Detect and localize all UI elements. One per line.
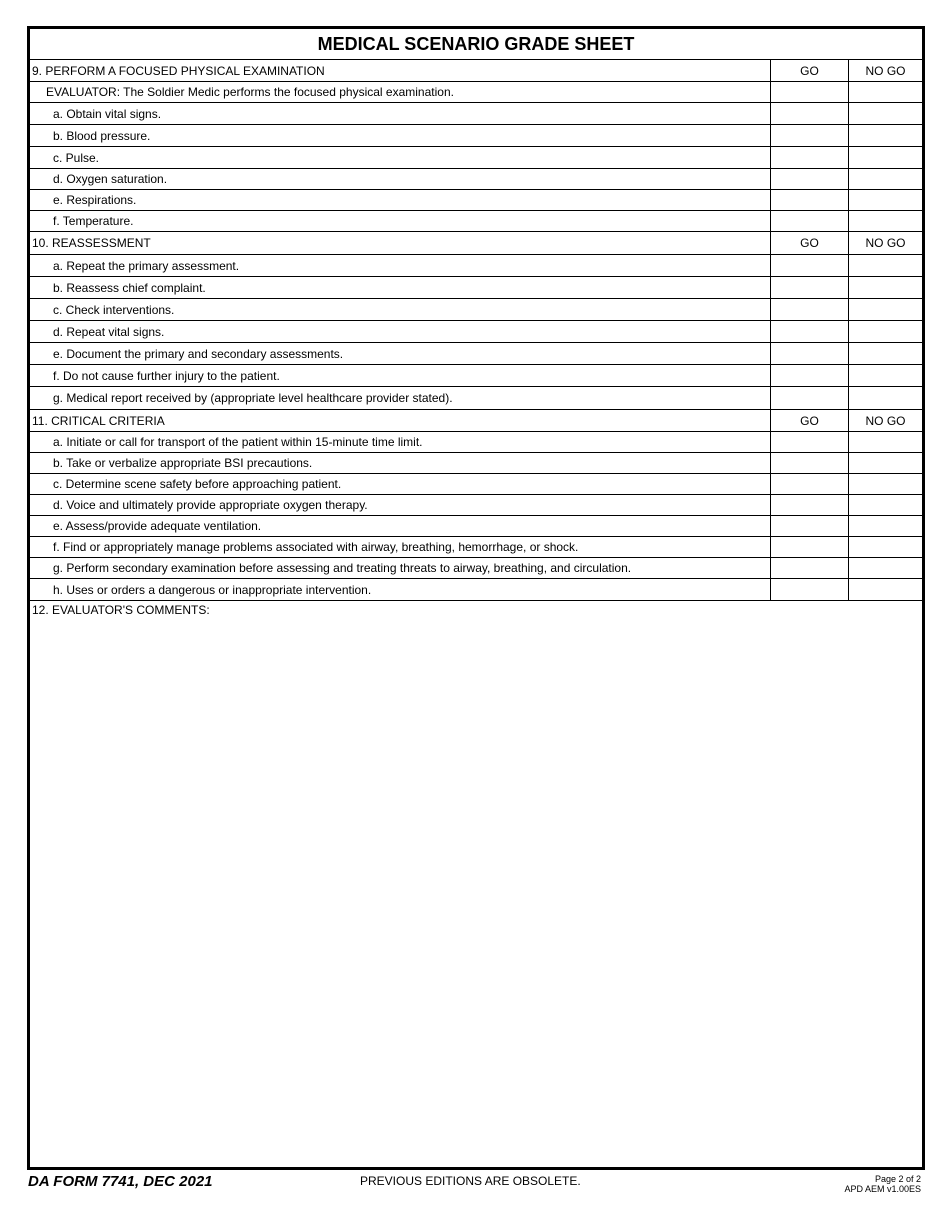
table-row	[30, 432, 922, 453]
nogo-header: NO GO	[848, 410, 922, 431]
go-cell[interactable]	[770, 190, 848, 210]
form-id: DA FORM 7741, DEC 2021	[28, 1173, 213, 1190]
go-cell[interactable]	[770, 432, 848, 452]
go-cell[interactable]	[770, 343, 848, 364]
go-cell[interactable]	[770, 474, 848, 494]
item-label: f. Find or appropriately manage problems associated with airway, breathing, hemorrhage, or shock.	[53, 540, 579, 554]
nogo-cell[interactable]	[848, 125, 922, 146]
item-label: e. Assess/provide adequate ventilation.	[53, 519, 262, 533]
item-label: a. Repeat the primary assessment.	[53, 258, 240, 273]
go-header: GO	[770, 232, 848, 254]
table-row	[30, 558, 922, 579]
item-label: d. Repeat vital signs.	[53, 324, 165, 339]
nogo-cell[interactable]	[848, 453, 922, 473]
previous-editions-notice: PREVIOUS EDITIONS ARE OBSOLETE.	[360, 1174, 581, 1188]
table-row	[30, 125, 922, 147]
nogo-cell[interactable]	[848, 432, 922, 452]
table-row	[30, 387, 922, 410]
section-11-heading: 11. CRITICAL CRITERIA	[32, 413, 165, 428]
nogo-cell[interactable]	[848, 558, 922, 578]
table-row	[30, 537, 922, 558]
item-label: b. Reassess chief complaint.	[53, 280, 206, 295]
nogo-cell[interactable]	[848, 82, 922, 102]
table-row	[30, 103, 922, 125]
nogo-cell[interactable]	[848, 169, 922, 189]
form-version: APD AEM v1.00ES	[844, 1184, 921, 1194]
section-9-note-row	[30, 82, 922, 103]
nogo-cell[interactable]	[848, 387, 922, 409]
go-cell[interactable]	[770, 125, 848, 146]
go-cell[interactable]	[770, 277, 848, 298]
nogo-cell[interactable]	[848, 190, 922, 210]
section-11-header	[30, 410, 922, 432]
section-9-header	[30, 60, 922, 82]
item-label: d. Oxygen saturation.	[53, 172, 168, 186]
go-cell[interactable]	[770, 211, 848, 231]
form-footer	[28, 1170, 921, 1200]
table-row	[30, 190, 922, 211]
table-row	[30, 365, 922, 387]
table-row	[30, 255, 922, 277]
page-info	[844, 1174, 921, 1194]
go-cell[interactable]	[770, 453, 848, 473]
nogo-header: NO GO	[848, 232, 922, 254]
go-cell[interactable]	[770, 321, 848, 342]
item-label: a. Initiate or call for transport of the patient within 15-minute time limit.	[53, 435, 423, 449]
nogo-cell[interactable]	[848, 474, 922, 494]
nogo-cell[interactable]	[848, 299, 922, 320]
table-row	[30, 453, 922, 474]
evaluator-comments-area[interactable]	[30, 601, 922, 617]
item-label: h. Uses or orders a dangerous or inappropriate intervention.	[53, 582, 372, 597]
nogo-cell[interactable]	[848, 579, 922, 600]
nogo-cell[interactable]	[848, 343, 922, 364]
item-label: g. Medical report received by (appropriate level healthcare provider stated).	[53, 391, 453, 405]
nogo-cell[interactable]	[848, 211, 922, 231]
section-9-heading: 9. PERFORM A FOCUSED PHYSICAL EXAMINATION	[32, 63, 325, 78]
table-row	[30, 474, 922, 495]
table-row	[30, 277, 922, 299]
form-title: MEDICAL SCENARIO GRADE SHEET	[30, 29, 922, 60]
go-cell[interactable]	[770, 299, 848, 320]
table-row	[30, 169, 922, 190]
table-row	[30, 579, 922, 601]
nogo-cell[interactable]	[848, 255, 922, 276]
table-row	[30, 211, 922, 232]
go-header: GO	[770, 410, 848, 431]
go-cell[interactable]	[770, 169, 848, 189]
item-label: b. Blood pressure.	[53, 128, 151, 143]
nogo-cell[interactable]	[848, 516, 922, 536]
table-row	[30, 495, 922, 516]
section-10-heading: 10. REASSESSMENT	[32, 236, 151, 250]
table-row	[30, 516, 922, 537]
table-row	[30, 147, 922, 169]
table-row	[30, 343, 922, 365]
go-cell[interactable]	[770, 82, 848, 102]
item-label: c. Determine scene safety before approaching patient.	[53, 477, 342, 491]
item-label: e. Respirations.	[53, 193, 137, 207]
item-label: g. Perform secondary examination before assessing and treating threats to airway, breathing, and circulation.	[53, 561, 632, 575]
go-cell[interactable]	[770, 147, 848, 168]
go-cell[interactable]	[770, 537, 848, 557]
item-label: b. Take or verbalize appropriate BSI precautions.	[53, 456, 313, 470]
nogo-cell[interactable]	[848, 537, 922, 557]
nogo-header: NO GO	[848, 60, 922, 81]
page-number: Page 2 of 2	[874, 1174, 921, 1184]
nogo-cell[interactable]	[848, 495, 922, 515]
nogo-cell[interactable]	[848, 147, 922, 168]
section-12-heading: 12. EVALUATOR'S COMMENTS:	[32, 603, 210, 617]
item-label: c. Check interventions.	[53, 302, 175, 317]
nogo-cell[interactable]	[848, 365, 922, 386]
nogo-cell[interactable]	[848, 321, 922, 342]
nogo-cell[interactable]	[848, 103, 922, 124]
go-header: GO	[770, 60, 848, 81]
nogo-cell[interactable]	[848, 277, 922, 298]
go-cell[interactable]	[770, 516, 848, 536]
item-label: c. Pulse.	[53, 150, 100, 165]
go-cell[interactable]	[770, 255, 848, 276]
item-label: f. Temperature.	[53, 214, 134, 228]
go-cell[interactable]	[770, 558, 848, 578]
go-cell[interactable]	[770, 387, 848, 409]
evaluator-note: EVALUATOR: The Soldier Medic performs the focused physical examination.	[46, 85, 454, 99]
go-cell[interactable]	[770, 495, 848, 515]
item-label: e. Document the primary and secondary assessments.	[53, 346, 344, 361]
table-row	[30, 299, 922, 321]
section-10-header	[30, 232, 922, 255]
grade-sheet-form	[27, 26, 925, 1170]
go-cell[interactable]	[770, 579, 848, 600]
item-label: f. Do not cause further injury to the patient.	[53, 368, 280, 383]
table-row	[30, 321, 922, 343]
go-cell[interactable]	[770, 365, 848, 386]
go-cell[interactable]	[770, 103, 848, 124]
item-label: d. Voice and ultimately provide appropriate oxygen therapy.	[53, 498, 368, 512]
item-label: a. Obtain vital signs.	[53, 106, 162, 121]
